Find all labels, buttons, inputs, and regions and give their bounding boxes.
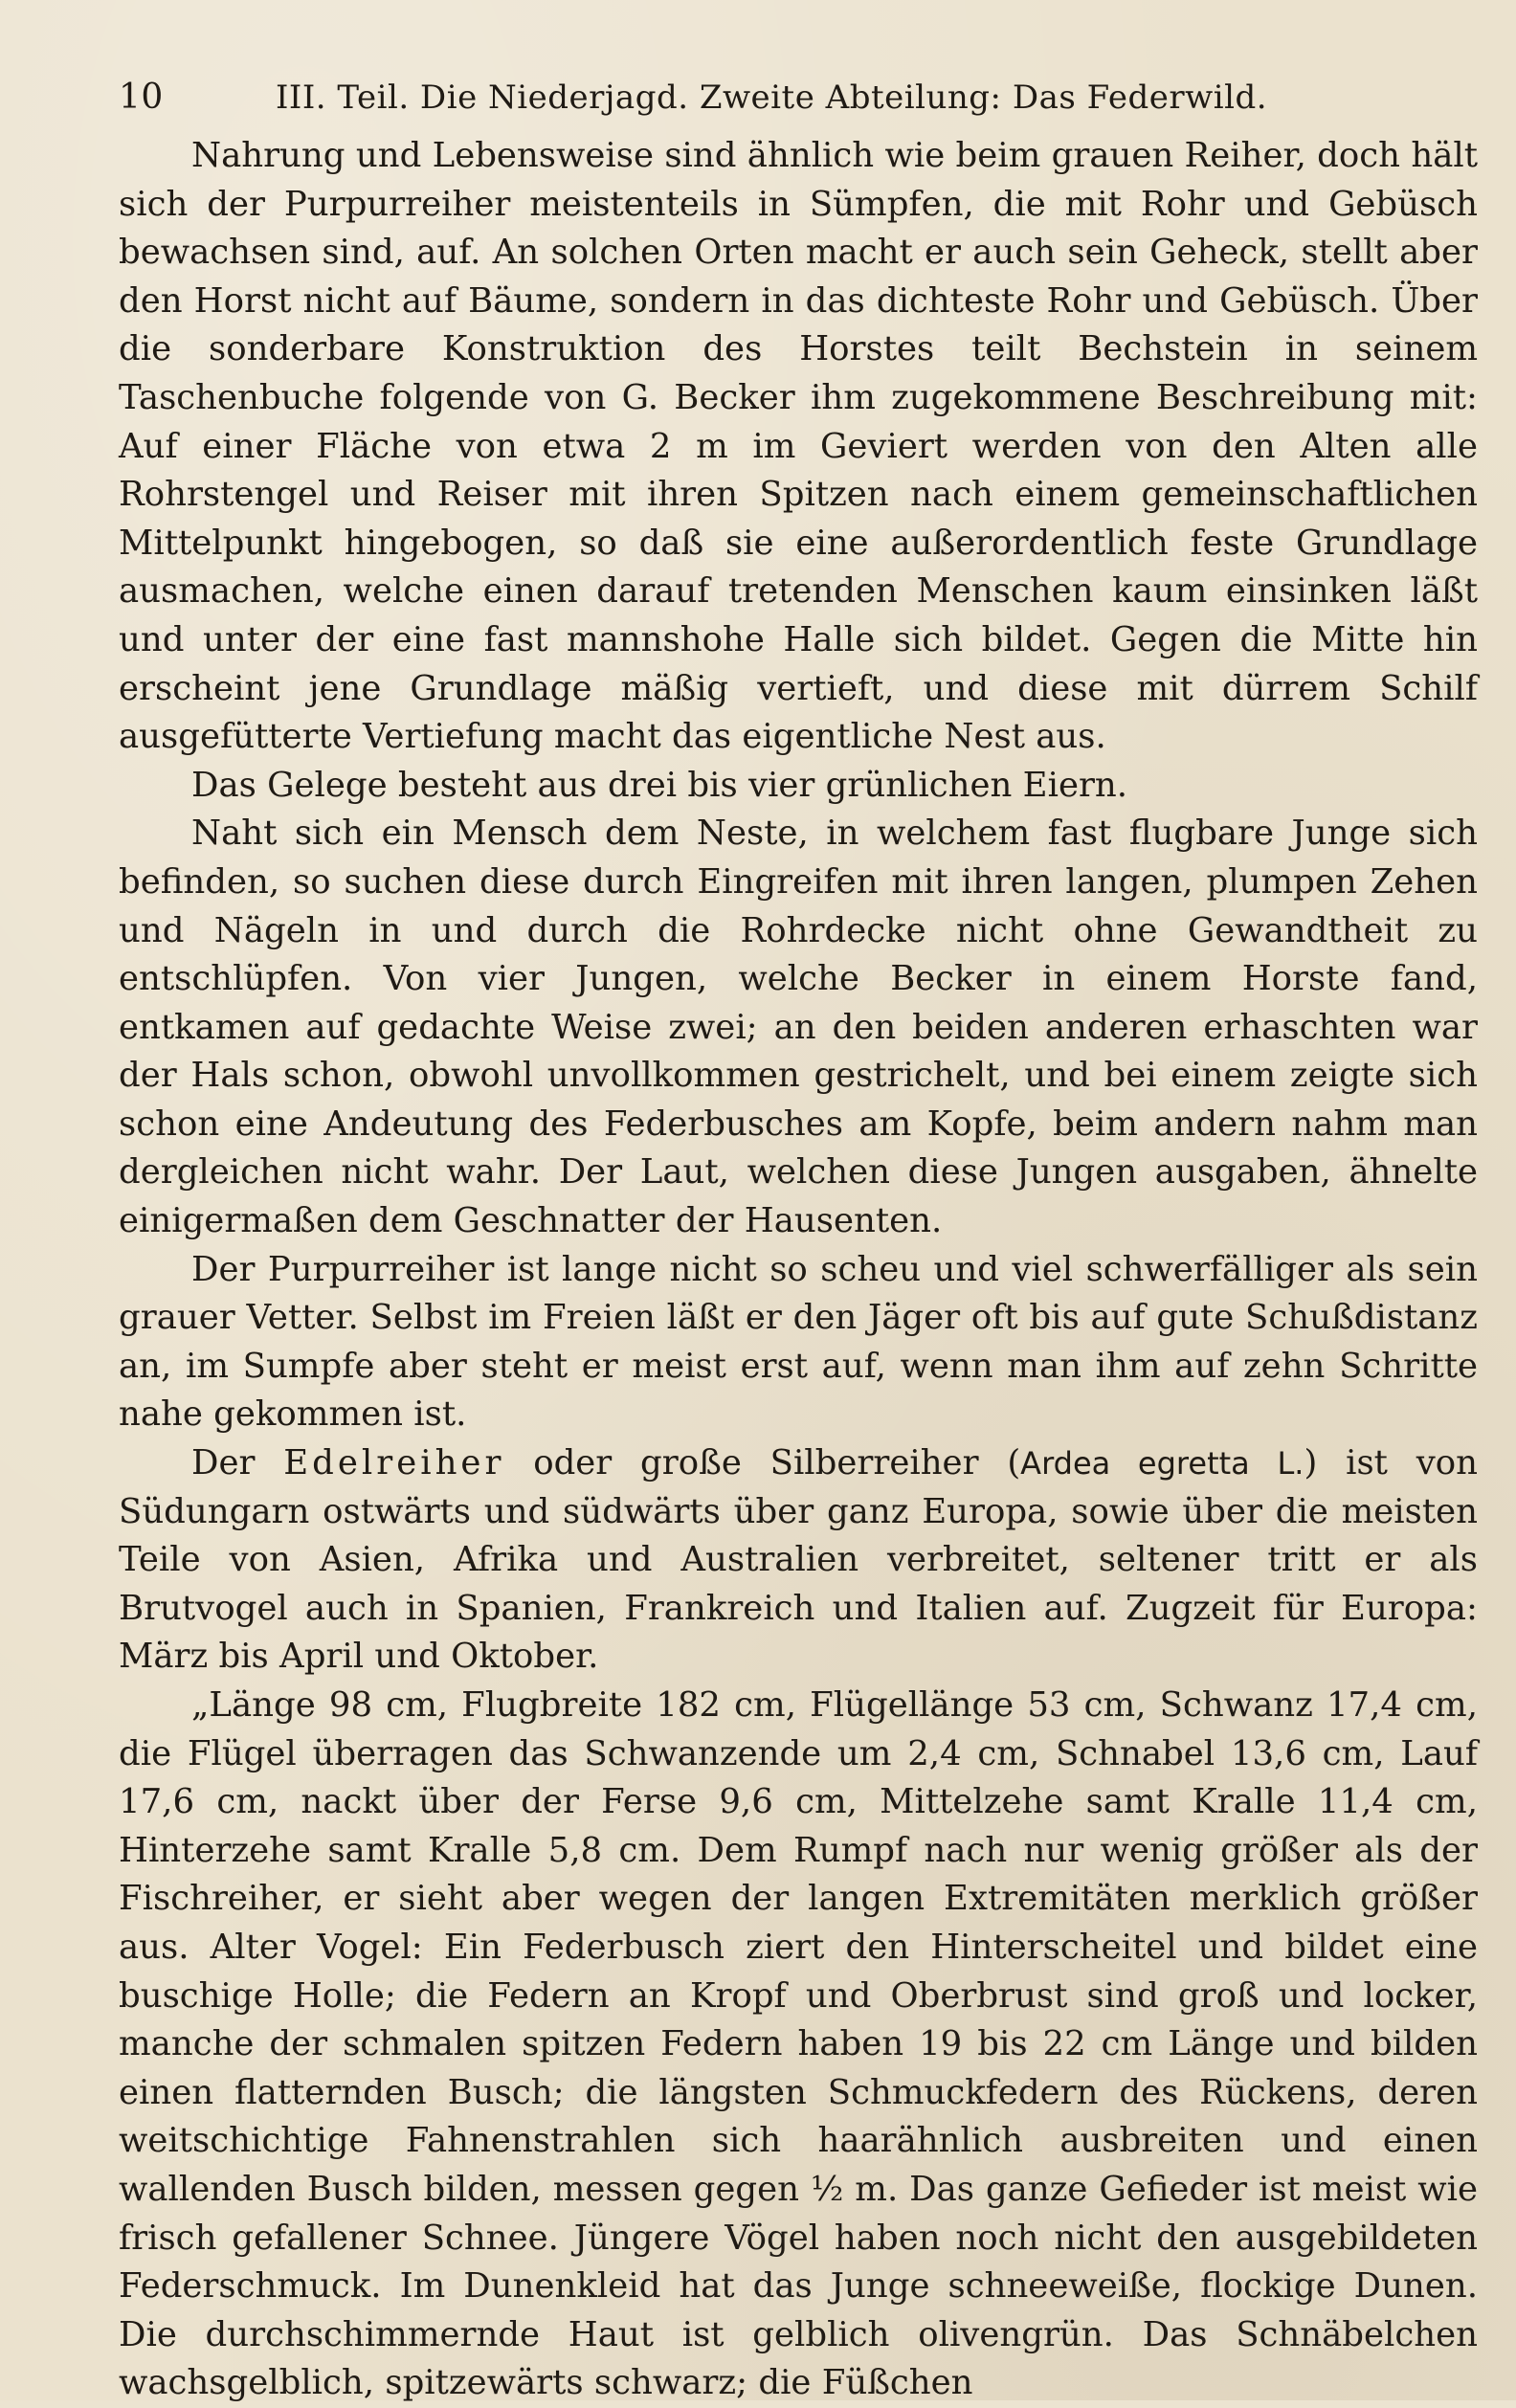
egret-name: Edelreiher <box>283 1443 505 1483</box>
egret-text-3: ) ist von Südungarn ostwärts und südwärts über ganz Europa, sowie über die meisten Teile von Asien, Afrika und Australien verbreitet, seltener tritt er als Brutvogel auch in Spanien, Frankreich und Italien auf. Zugzeit für Europa: März bis April und Oktober. <box>119 1443 1478 1677</box>
paragraph-purple-heron-habitat: Nahrung und Lebensweise sind ähnlich wie beim grauen Reiher, doch hält sich der Purpurreiher meistenteils in Sümpfen, die mit Rohr und Gebüsch bewachsen sind, auf. An solchen Orten macht er auch sein Geheck, stellt aber den Horst nicht auf Bäume, sondern in das dichteste Rohr und Gebüsch. Über die sonderbare Konstruktion des Horstes teilt Bechstein in seinem Taschenbuche folgende von G. Becker ihm zugekommene Beschreibung mit: Auf einer Fläche von etwa 2 m im Geviert werden von den Alten alle Rohrstengel und Reiser mit ihren Spitzen nach einem gemeinschaftlichen Mittelpunkt hingebogen, so daß sie eine außerordentlich feste Grundlage ausmachen, welche einen darauf tretenden Menschen kaum einsinken läßt und unter der eine fast mannshohe Halle sich bildet. Gegen die Mitte hin erscheint jene Grundlage mäßig vertieft, und diese mit dürrem Schilf ausgefütterte Vertiefung macht das eigentliche Nest aus. <box>119 136 1478 757</box>
page-number: 10 <box>119 78 164 117</box>
paragraph-description: „Länge 98 cm, Flugbreite 182 cm, Flügellänge 53 cm, Schwanz 17,4 cm, die Flügel überragen das Schwanzende um 2,4 cm, Schnabel 13,6 cm, Lauf 17,6 cm, nackt über der Ferse 9,6 cm, Mittelzehe samt Kralle 11,4 cm, Hinterzehe samt Kralle 5,8 cm. Dem Rumpf nach nur wenig größer als der Fischreiher, er sieht aber wegen der langen Extremitäten merklich größer aus. Alter Vogel: Ein Federbusch ziert den Hinterscheitel und bildet eine buschige Holle; die Federn an Kropf und Oberbrust sind groß und locker, manche der schmalen spitzen Federn haben 19 bis 22 cm Länge und bilden einen flatternden Busch; die längsten Schmuckfedern des Rückens, deren weitschichtige Fahnenstrahlen sich haarähnlich ausbreiten und einen wallenden Busch bilden, messen gegen ½ m. Das ganze Gefieder ist meist wie frisch gefallener Schnee. Jüngere Vögel haben noch nicht den ausgebildeten Federschmuck. Im Dunenkleid hat das Junge schneeweiße, flockige Dunen. Die durchschimmernde Haut ist gelblich olivengrün. Das Schnäbelchen wachsgelblich, spitzewärts schwarz; die Füßchen <box>119 1685 1478 2403</box>
body-text <box>119 132 1478 2408</box>
page-header <box>119 59 1449 117</box>
latin-name: Ardea egretta L. <box>1020 1445 1304 1483</box>
paragraph-great-egret <box>119 1439 1478 1682</box>
paragraph-clutch: Das Gelege besteht aus drei bis vier grünlichen Eiern. <box>191 765 1128 805</box>
egret-text-2: oder große Silberreiher ( <box>504 1443 1021 1483</box>
paragraph-young-birds: Naht sich ein Mensch dem Neste, in welchem fast flugbare Junge sich befinden, so suchen diese durch Eingreifen mit ihren langen, plumpen Zehen und Nägeln in und durch die Rohrdecke nicht ohne Gewandtheit zu entschlüpfen. Von vier Jungen, welche Becker in einem Horste fand, entkamen auf gedachte Weise zwei; an den beiden anderen erhaschten war der Hals schon, obwohl unvollkommen gestrichelt, und bei einem zeigte sich schon eine Andeutung des Federbusches am Kopfe, beim andern nahm man dergleichen nicht wahr. Der Laut, welchen diese Jungen ausgaben, ähnelte einigermaßen dem Geschnatter der Hausenten. <box>119 814 1478 1241</box>
paragraph-behavior: Der Purpurreiher ist lange nicht so scheu und viel schwerfälliger als sein grauer Vetter. Selbst im Freien läßt er den Jäger oft bis auf gute Schußdistanz an, im Sumpfe aber steht er meist erst auf, wenn man ihm auf zehn Schritte nahe gekommen ist. <box>119 1249 1478 1435</box>
egret-text-1: Der <box>191 1443 284 1483</box>
running-head: III. Teil. Die Niederjagd. Zweite Abteilung: Das Federwild. <box>276 78 1268 117</box>
